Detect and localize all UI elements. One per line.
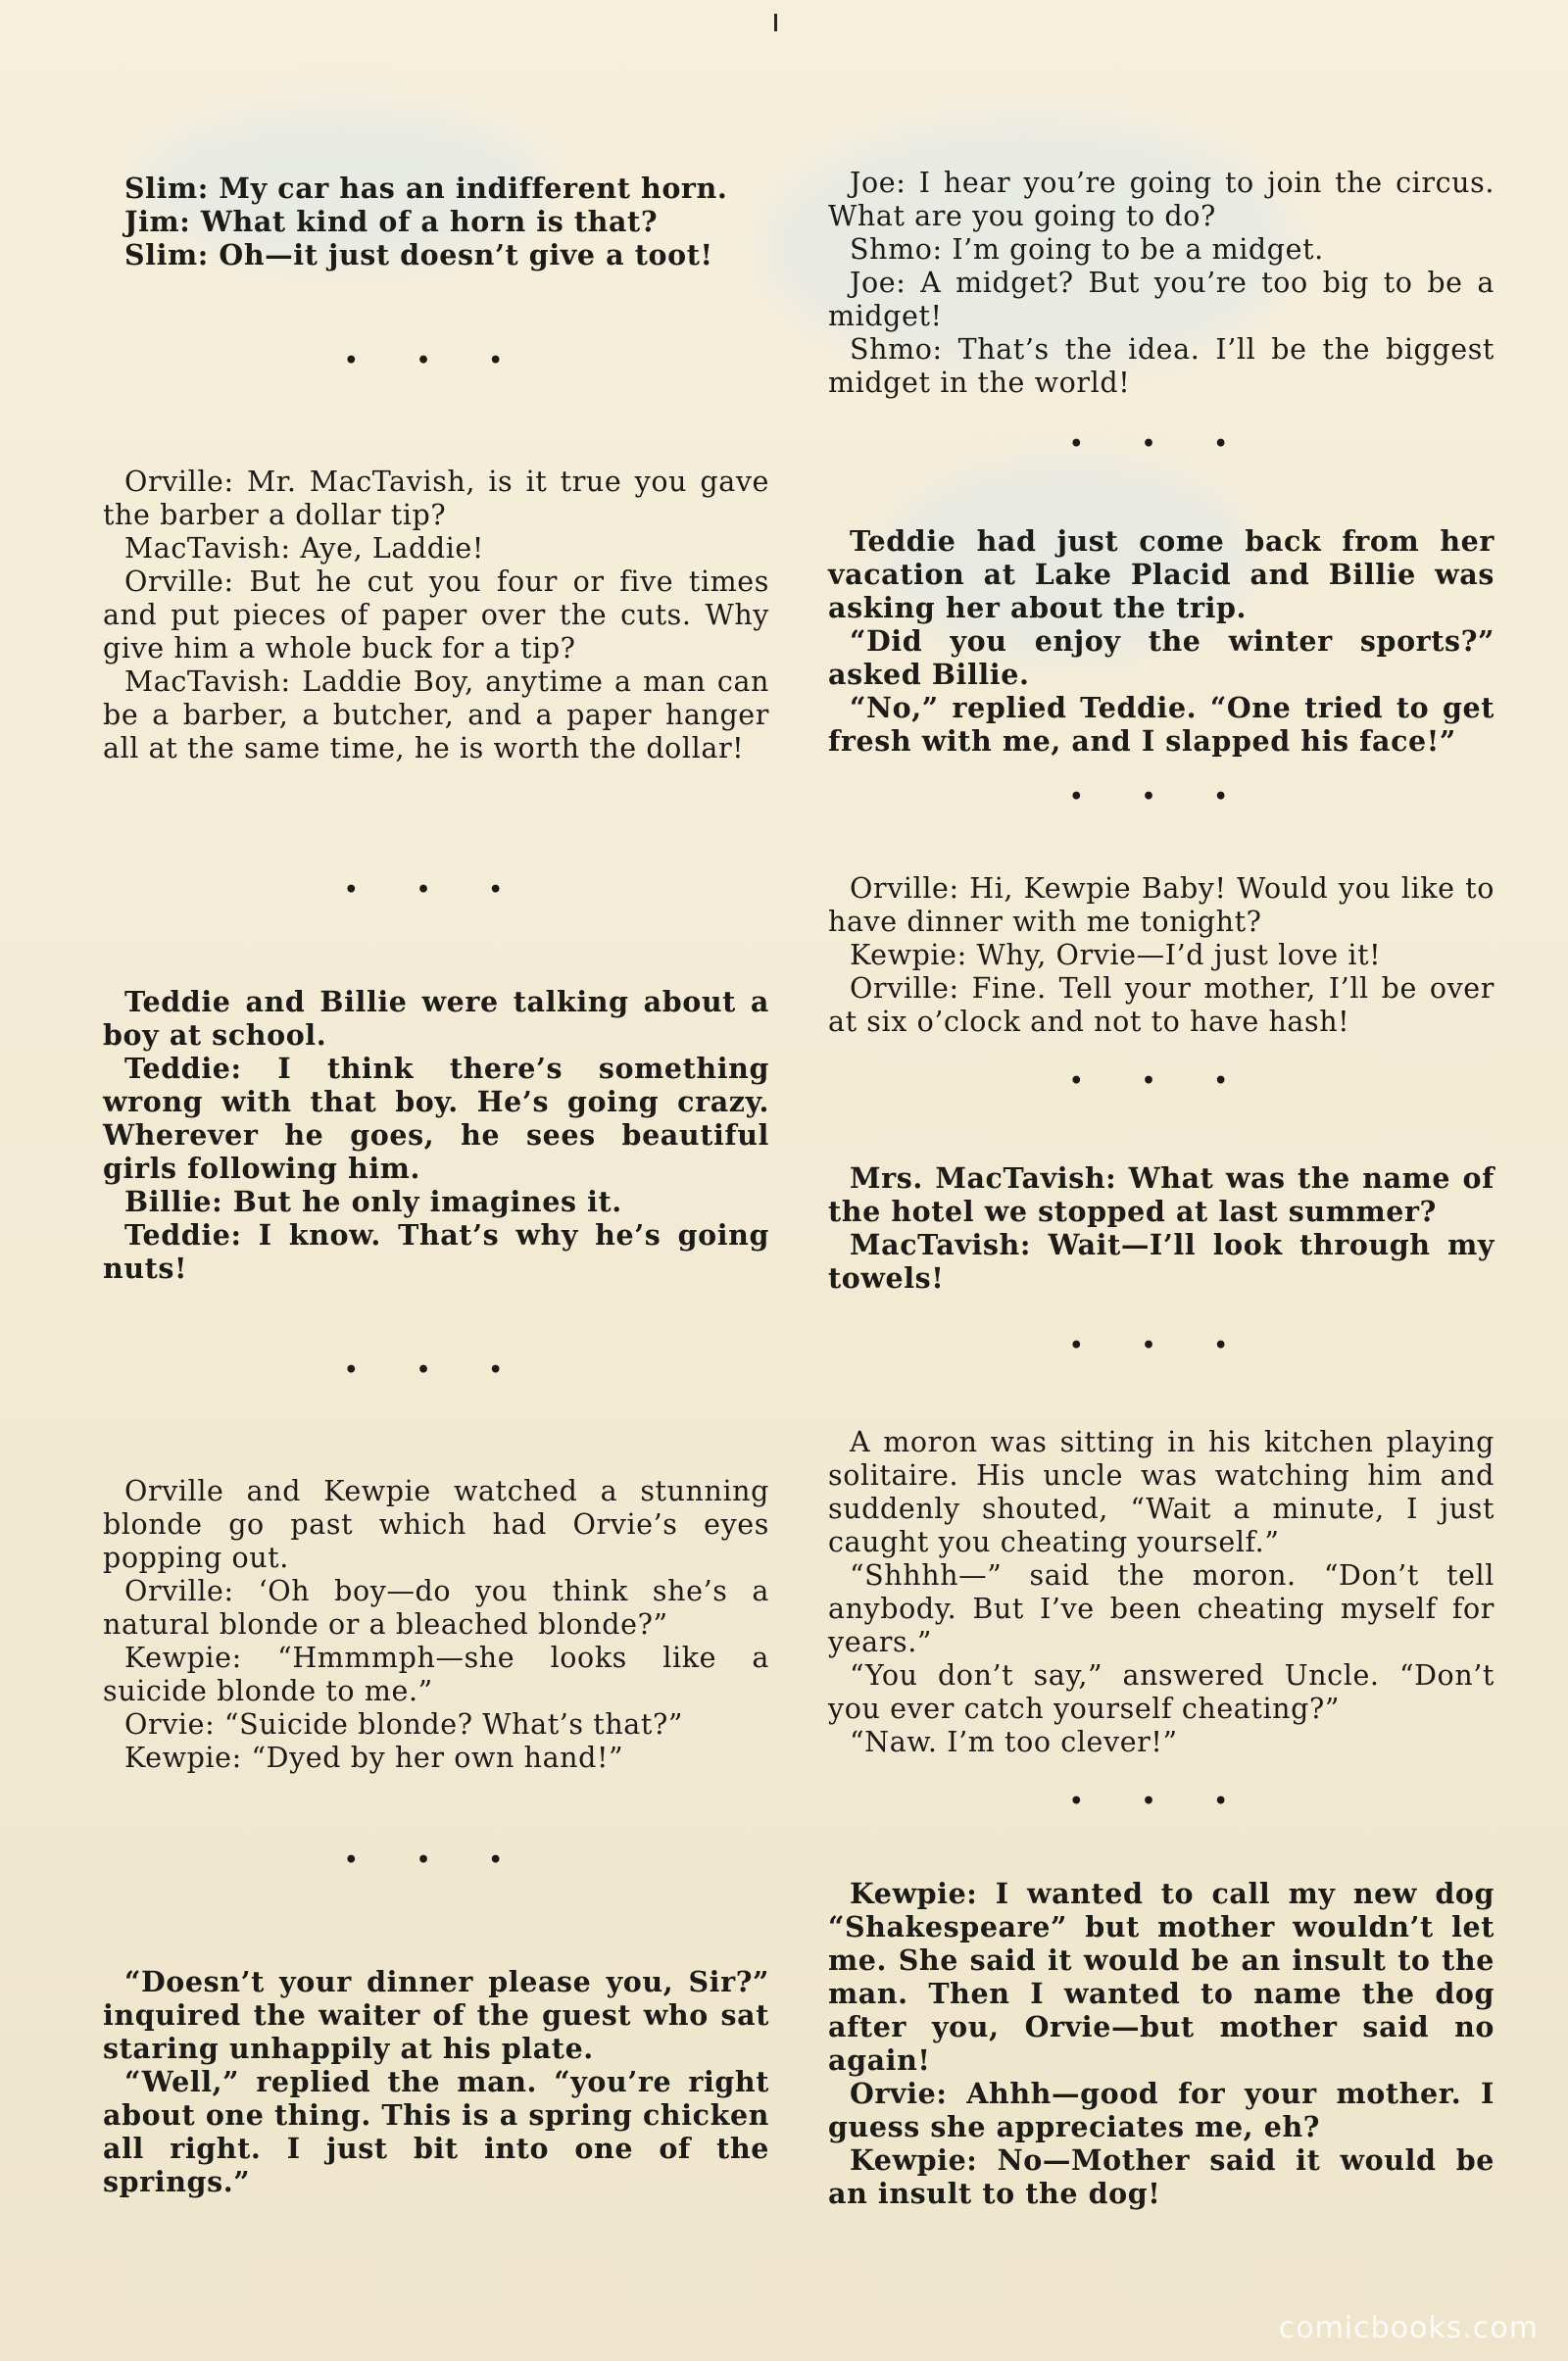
joke-line: Slim: My car has an indifferent horn. [124,172,728,205]
joke-line: MacTavish: Aye, Laddie! [124,532,484,565]
separator: • • • [1069,431,1253,457]
joke-line: Orville and Kewpie watched a stunning blonde go past which had Orvie’s eyes popping out. [103,1475,769,1574]
joke-line: Joe: A midget? But you’re too big to be a midget! [828,267,1494,332]
joke-line: “You don’t say,” answered Uncle. “Don’t you ever catch yourself cheating?” [828,1659,1494,1725]
joke-line: Mrs. MacTavish: What was the name of the hotel we stopped at last summer? [828,1161,1494,1228]
joke-line: Orvie: Ahhh—good for your mother. I guess she appreciates me, eh? [828,2077,1494,2143]
joke-line: “Doesn’t your dinner please you, Sir?” inquired the waiter of the guest who sat staring unhappily at his plate. [103,1965,769,2065]
joke-moron-solitaire [828,1426,1494,1759]
joke-line: “Did you enjoy the winter sports?” asked Billie. [828,624,1494,691]
joke-line: Teddie and Billie were talking about a boy at school. [103,985,769,1052]
joke-teddie-billie-boy [103,985,769,1285]
joke-line: Kewpie: No—Mother said it would be an insult to the dog! [828,2143,1494,2210]
separator: • • • [344,1357,528,1383]
joke-line: Joe: I hear you’re going to join the circus. What are you going to do? [828,167,1494,232]
joke-suicide-blonde [103,1475,769,1775]
joke-line: Teddie had just come back from her vacation at Lake Placid and Billie was asking her about the trip. [828,524,1494,624]
joke-line: A moron was sitting in his kitchen playing solitaire. His uncle was watching him and suddenly shouted, “Wait a minute, I just caught you cheating yourself.” [828,1426,1494,1558]
joke-line: Kewpie: Why, Orvie—I’d just love it! [850,939,1382,971]
joke-line: Orville: Hi, Kewpie Baby! Would you like to have dinner with me tonight? [828,872,1494,938]
joke-hotel-towels [828,1161,1494,1295]
joke-line: Kewpie: “Hmmmph—she looks like a suicide blonde to me.” [103,1642,769,1707]
joke-line: Orville: ‘Oh boy—do you think she’s a natural blonde or a bleached blonde?” [103,1575,769,1641]
joke-line: Orville: But he cut you four or five times and put pieces of paper over the cuts. Why give him a whole buck for a tip? [103,566,769,664]
joke-line: Shmo: I’m going to be a midget. [850,233,1324,266]
joke-line: “Shhhh—” said the moron. “Don’t tell anybody. But I’ve been cheating myself for years.” [828,1559,1494,1658]
joke-shakespeare-dog [828,1877,1494,2210]
page-mark [774,14,777,31]
joke-line: Orvie: “Suicide blonde? What’s that?” [124,1708,684,1741]
joke-dinner-hash [828,872,1494,1039]
separator: • • • [1069,1789,1253,1814]
joke-line: Teddie: I think there’s something wrong with that boy. He’s going crazy. Wherever he goes, he sees beautiful girls following him. [103,1052,769,1185]
separator: • • • [1069,784,1253,810]
joke-line: Slim: Oh—it just doesn’t give a toot! [124,238,713,271]
joke-circus-midget [828,167,1494,400]
joke-spring-chicken [103,1965,769,2198]
joke-slim-horn [103,172,769,271]
watermark: comicbooks.com [1278,2311,1539,2345]
joke-line: “Well,” replied the man. “you’re right about one thing. This is a spring chicken all right. I just bit into one of the springs.” [103,2065,769,2198]
joke-line: Orville: Fine. Tell your mother, I’ll be over at six o’clock and not to have hash! [828,972,1494,1038]
joke-line: “No,” replied Teddie. “One tried to get fresh with me, and I slapped his face!” [828,691,1494,758]
joke-line: Kewpie: “Dyed by her own hand!” [124,1742,624,1774]
joke-line: Shmo: That’s the idea. I’ll be the biggest midget in the world! [828,333,1494,399]
joke-winter-sports [828,524,1494,758]
separator: • • • [344,1847,528,1873]
separator: • • • [344,348,528,373]
joke-line: Teddie: I know. That’s why he’s going nuts! [103,1218,769,1285]
separator: • • • [344,877,528,903]
separator: • • • [1069,1068,1253,1094]
joke-line: Jim: What kind of a horn is that? [124,205,659,238]
joke-line: Billie: But he only imagines it. [124,1185,622,1218]
joke-line: “Naw. I’m too clever!” [850,1726,1178,1758]
separator: • • • [1069,1333,1253,1358]
joke-line: MacTavish: Laddie Boy, anytime a man can be a barber, a butcher, and a paper hanger all at the same time, he is worth the dollar! [103,665,769,764]
joke-line: Kewpie: I wanted to call my new dog “Shakespeare” but mother wouldn’t let me. She said it would be an insult to the man. Then I wanted to name the dog after you, Orvie—but mother said no again! [828,1877,1494,2077]
joke-line: MacTavish: Wait—I’ll look through my towels! [828,1228,1494,1295]
joke-mactavish-barber [103,466,769,765]
joke-line: Orville: Mr. MacTavish, is it true you gave the barber a dollar tip? [103,466,769,531]
